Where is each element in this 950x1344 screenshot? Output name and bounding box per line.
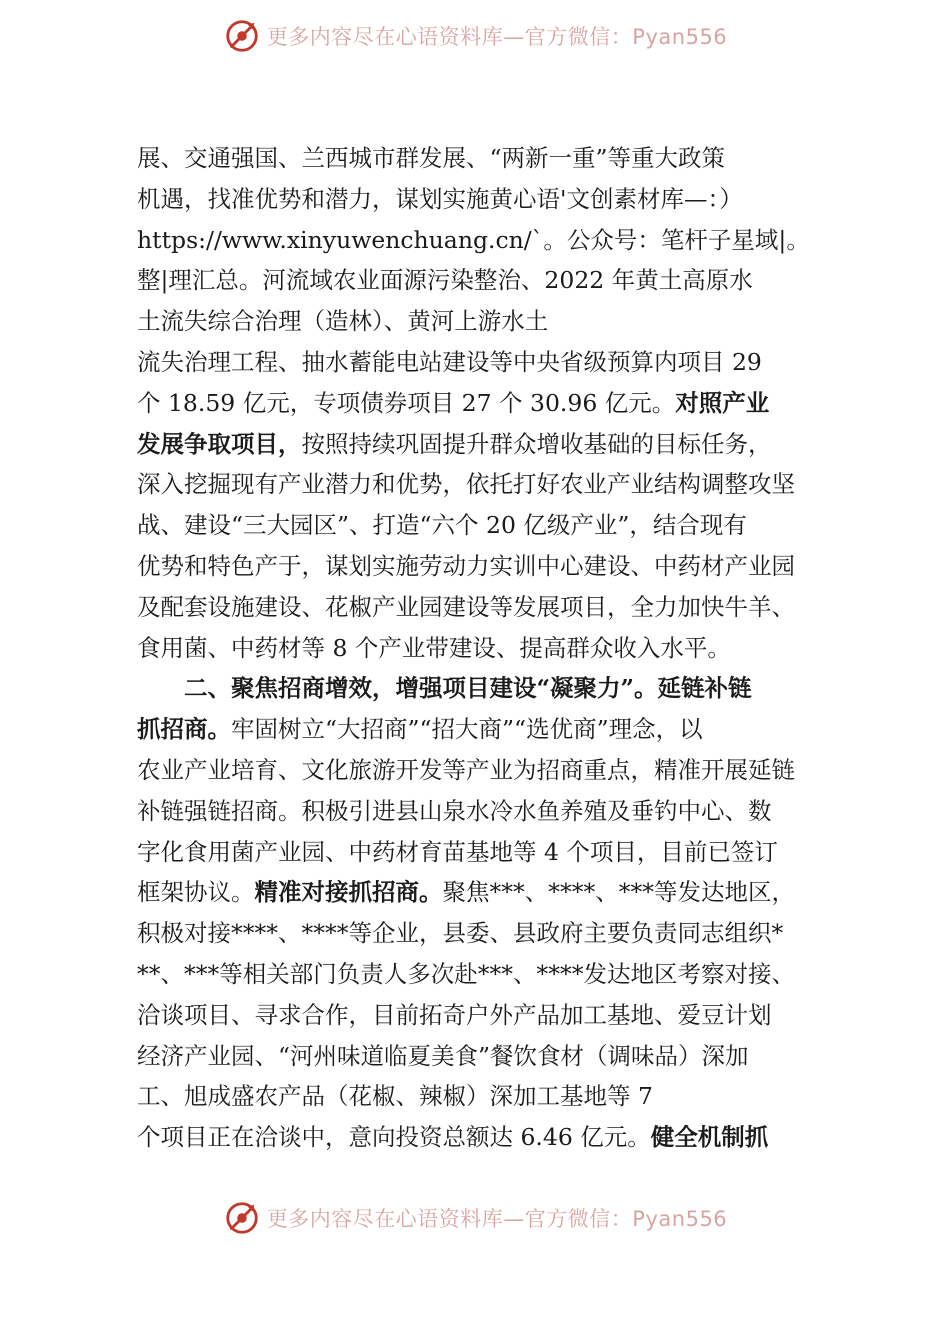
document-body (137, 138, 837, 1158)
text-line (137, 383, 837, 424)
logo-icon (223, 17, 261, 55)
text-line (137, 260, 837, 301)
bold-text: 健全机制抓 (650, 1123, 769, 1152)
text-segment: 个项目正在洽谈中，意向投资总额达 6.46 亿元。 (137, 1123, 651, 1152)
text-segment: 机遇，找准优势和潜力，谋划实施黄心语'文创素材库—：） (137, 184, 743, 213)
text-line (137, 628, 837, 669)
footer-banner (0, 1196, 950, 1240)
text-segment: 战、建设“三大园区”、打造“六个 20 亿级产业”，结合现有 (137, 511, 747, 540)
text-line (137, 668, 837, 709)
text-line (137, 138, 837, 179)
logo-icon (223, 1199, 261, 1237)
text-segment: 农业产业培育、文化旅游开发等产业为招商重点，精准开展延链 (137, 755, 795, 784)
text-line (137, 1036, 837, 1077)
text-segment: 牢固树立“大招商”“招大商”“选优商”理念，以 (231, 715, 703, 744)
text-line (137, 342, 837, 383)
text-line (137, 832, 837, 873)
text-line (137, 546, 837, 587)
header-banner-text: 更多内容尽在心语资料库—官方微信：Pyan556 (266, 25, 728, 49)
text-line (137, 1117, 837, 1158)
text-line (137, 913, 837, 954)
text-segment: 优势和特色产于，谋划实施劳动力实训中心建设、中药材产业园 (137, 551, 795, 580)
text-line (137, 750, 837, 791)
text-line (137, 587, 837, 628)
text-segment: 工、旭成盛农产品（花椒、辣椒）深加工基地等 7 (137, 1082, 653, 1111)
text-segment: 洽谈项目、寻求合作，目前拓奇户外产品加工基地、爱豆计划 (137, 1000, 772, 1029)
text-segment: 框架协议。 (137, 878, 255, 907)
text-segment: 字化食用菌产业园、中药材育苗基地等 4 个项目，目前已签订 (137, 837, 778, 866)
header-banner (0, 14, 950, 58)
text-segment: 土流失综合治理（造林）、黄河上游水土 (137, 307, 549, 336)
text-segment: 展、交通强国、兰西城市群发展、“两新一重”等重大政策 (137, 144, 726, 172)
bold-text: 对照产业 (675, 388, 770, 417)
text-segment: 个 18.59 亿元，专项债券项目 27 个 30.96 亿元。 (137, 388, 676, 417)
text-segment: 及配套设施建设、花椒产业园建设等发展项目，全力加快牛羊、 (137, 592, 795, 621)
text-segment: 流失治理工程、抽水蓄能电站建设等中央省级预算内项目 29 (137, 347, 762, 376)
bold-text: 发展争取项目， (137, 429, 302, 458)
bold-text: 二、聚焦招商增效，增强项目建设“凝聚力”。延链补链 (184, 674, 752, 703)
text-line (137, 424, 837, 465)
text-line (137, 301, 837, 342)
text-line (137, 464, 837, 505)
text-segment: 食用菌、中药材等 8 个产业带建设、提高群众收入水平。 (137, 633, 731, 662)
text-line (137, 1076, 837, 1117)
text-line (137, 709, 837, 750)
text-segment: 积极对接****、****等企业，县委、县政府主要负责同志组织* (137, 919, 784, 948)
text-line (137, 954, 837, 995)
text-line (137, 872, 837, 913)
text-segment: https://www.xinyuwenchuang.cn/`。公众号：笔杆子星域|。 (137, 225, 810, 254)
text-line (137, 179, 837, 220)
bold-text: 精准对接抓招商。 (254, 878, 443, 907)
text-segment: 深入挖掘现有产业潜力和优势，依托打好农业产业结构调整攻坚 (137, 470, 795, 499)
footer-banner-text: 更多内容尽在心语资料库—官方微信：Pyan556 (266, 1207, 728, 1231)
text-segment: 按照持续巩固提升群众增收基础的目标任务， (301, 429, 772, 458)
text-line (137, 995, 837, 1036)
text-line (137, 505, 837, 546)
text-line (137, 791, 837, 832)
text-line (137, 220, 837, 261)
text-segment: 聚焦***、****、***等发达地区， (442, 878, 795, 907)
bold-text: 抓招商。 (137, 715, 231, 744)
text-segment: 经济产业园、“河州味道临夏美食”餐饮食材（调味品）深加 (137, 1041, 749, 1070)
text-segment: 整|理汇总。河流域农业面源污染整治、2022 年黄土高原水 (137, 266, 753, 295)
text-segment: 补链强链招商。积极引进县山泉水冷水鱼养殖及垂钓中心、数 (137, 796, 772, 825)
text-segment: **、***等相关部门负责人多次赴***、****发达地区考察对接、 (137, 959, 795, 988)
